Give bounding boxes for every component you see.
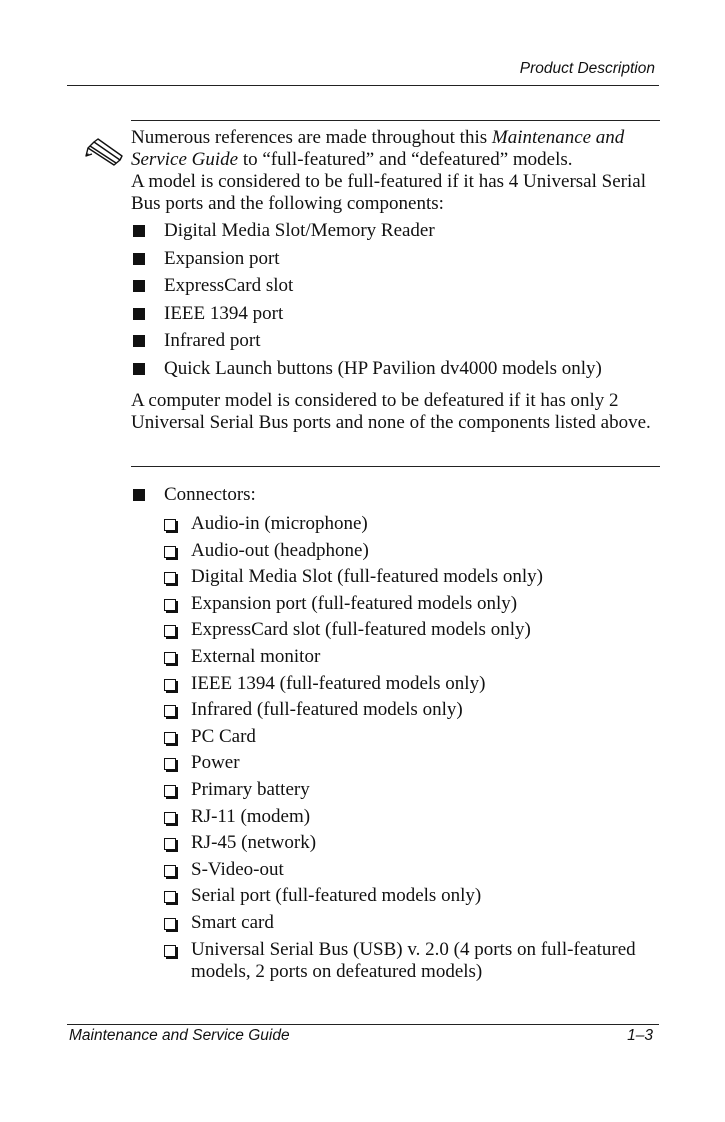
list-item-text: Infrared (full-featured models only) [191,699,463,721]
full-featured-definition: A model is considered to be full-featured if it has 4 Universal Serial Bus ports and the following components: [131,171,646,214]
list-item [131,859,661,881]
list-item-text: ExpressCard slot (full-featured models only) [191,619,531,641]
checkbox-bullet-icon [164,945,176,957]
list-item [131,726,661,748]
list-item [131,806,661,828]
list-item [131,566,661,588]
square-bullet-icon [133,335,145,347]
checkbox-bullet-icon [164,812,176,824]
list-item [131,330,661,358]
checkbox-bullet-icon [164,865,176,877]
list-item [131,593,661,615]
list-item-text: Expansion port [164,247,280,269]
checkbox-bullet-icon [164,785,176,797]
list-item-text: Primary battery [191,778,310,800]
list-item [131,885,661,907]
list-item-text: Digital Media Slot (full-featured models only) [191,566,543,588]
list-item-text: Digital Media Slot/Memory Reader [164,220,435,241]
checkbox-bullet-icon [164,572,176,584]
square-bullet-icon [133,225,145,237]
page-number: 1–3 [627,1027,653,1044]
checkbox-bullet-icon [164,546,176,558]
square-bullet-icon [133,308,145,320]
square-bullet-icon [133,489,145,501]
connectors-heading [131,484,661,506]
defeatured-definition: A computer model is considered to be defeatured if it has only 2 Universal Serial Bus ports and none of the components listed above. [131,390,651,433]
list-item [131,699,661,721]
header-rule [67,85,659,86]
list-item [131,358,661,386]
guide-title-italic: Maintenance and Service Guide [131,127,625,170]
list-item [131,303,661,331]
list-item [131,275,661,303]
list-item-text: Power [191,752,240,774]
footer-guide-title: Maintenance and Service Guide [69,1027,290,1044]
note-block [131,127,661,434]
list-item [131,752,661,774]
note-rule-bottom [131,466,660,467]
checkbox-bullet-icon [164,758,176,770]
list-item-text: Smart card [191,911,274,933]
list-item [131,779,661,801]
list-item [131,540,661,562]
list-item-text: IEEE 1394 port [164,302,284,324]
note-intro-text: Numerous references are made throughout this [131,127,492,148]
note-intro [131,127,661,171]
footer-rule [67,1024,659,1025]
square-bullet-icon [133,253,145,265]
pencil-note-icon [84,134,124,166]
list-item-text: Audio-out (headphone) [191,539,369,561]
list-item-text: IEEE 1394 (full-featured models only) [191,672,486,694]
list-item [131,619,661,641]
square-bullet-icon [133,280,145,292]
connectors-section [131,484,661,983]
list-item [131,939,661,983]
list-item [131,248,661,276]
list-item-text: Expansion port (full-featured models only) [191,592,518,614]
list-item-text: Audio-in (microphone) [191,513,368,534]
connectors-heading-text: Connectors: [164,484,256,505]
checkbox-bullet-icon [164,652,176,664]
checkbox-bullet-icon [164,519,176,531]
note-intro-text-end: to “full-featured” and “defeatured” models. [238,149,573,170]
checkbox-bullet-icon [164,625,176,637]
running-header: Product Description [519,60,655,77]
checkbox-bullet-icon [164,705,176,717]
list-item-text: Serial port (full-featured models only) [191,885,482,907]
list-item-text: Infrared port [164,330,261,351]
component-list [131,220,661,385]
list-item-text: RJ-45 (network) [191,832,317,854]
list-item-text: PC Card [191,725,256,747]
list-item [131,220,661,248]
note-rule-top [131,120,660,121]
list-item-text: External monitor [191,645,321,667]
list-item-text: S-Video-out [191,858,284,880]
square-bullet-icon [133,363,145,375]
checkbox-bullet-icon [164,838,176,850]
list-item-text: RJ-11 (modem) [191,805,311,827]
list-item-text: Universal Serial Bus (USB) v. 2.0 (4 ports on full-featured models, 2 ports on defeatured models) [191,938,636,982]
list-item [131,646,661,668]
checkbox-bullet-icon [164,679,176,691]
connectors-list [131,513,661,983]
list-item [131,673,661,695]
checkbox-bullet-icon [164,732,176,744]
list-item [131,912,661,934]
list-item-text: ExpressCard slot [164,275,294,296]
list-item [131,832,661,854]
checkbox-bullet-icon [164,918,176,930]
checkbox-bullet-icon [164,891,176,903]
list-item [131,513,661,535]
checkbox-bullet-icon [164,599,176,611]
list-item-text: Quick Launch buttons (HP Pavilion dv4000 models only) [164,357,602,379]
